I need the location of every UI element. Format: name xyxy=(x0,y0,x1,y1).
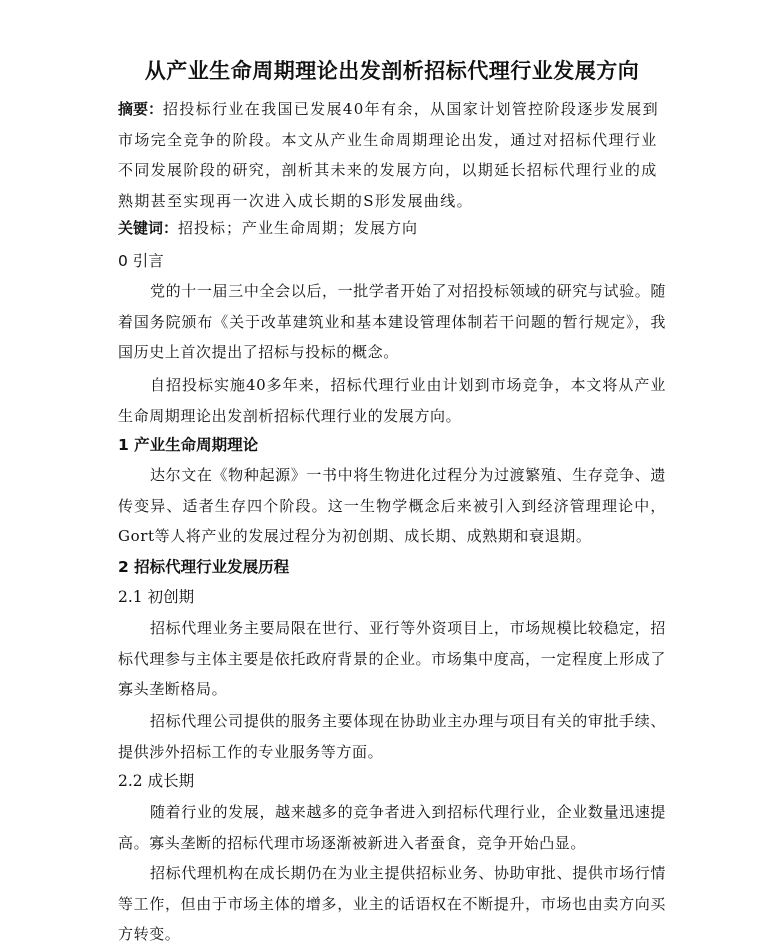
subsection-2-1-paragraph-2: 招标代理公司提供的服务主要体现在协助业主办理与项目有关的审批手续、提供涉外招标工作的专业服务等方面。 xyxy=(118,712,666,761)
keywords-text: 招投标；产业生命周期；发展方向 xyxy=(178,219,419,237)
subsection-2-2-paragraph-1: 随着行业的发展，越来越多的竞争者进入到招标代理行业，企业数量迅速提高。寡头垄断的招标代理市场逐渐被新进入者蚕食，竞争开始凸显。 xyxy=(118,803,666,852)
section-1-paragraph-1: 达尔文在《物种起源》一书中将生物进化过程分为过渡繁殖、生存竞争、遗传变异、适者生存四个阶段。这一生物学概念后来被引入到经济管理理论中，Gort等人将产业的发展过程分为初创期、成长期、成熟期和衰退期。 xyxy=(118,466,666,545)
keywords-label: 关键词： xyxy=(118,219,179,237)
subsection-heading-2-2: 2.2 成长期 xyxy=(118,772,195,790)
intro-paragraph-2: 自招投标实施40多年来，招标代理行业由计划到市场竞争，本文将从产业生命周期理论出发剖析招标代理行业的发展方向。 xyxy=(118,376,666,425)
section-heading-intro: 0 引言 xyxy=(118,252,164,270)
subsection-heading-2-1: 2.1 初创期 xyxy=(118,588,195,606)
intro-paragraph-1: 党的十一届三中全会以后，一批学者开始了对招投标领域的研究与试验。随着国务院颁布《关于改革建筑业和基本建设管理体制若干问题的暂行规定》，我国历史上首次提出了招标与投标的概念。 xyxy=(118,282,666,361)
abstract-label: 摘要： xyxy=(118,100,164,118)
subsection-2-1-paragraph-1: 招标代理业务主要局限在世行、亚行等外资项目上，市场规模比较稳定，招标代理参与主体主要是依托政府背景的企业。市场集中度高，一定程度上形成了寡头垄断格局。 xyxy=(118,619,666,698)
abstract xyxy=(118,94,666,216)
subsection-2-2-paragraph-2: 招标代理机构在成长期仍在为业主提供招标业务、协助审批、提供市场行情等工作，但由于市场主体的增多，业主的话语权在不断提升，市场也由卖方向买方转变。 xyxy=(118,864,666,943)
abstract-text: 招投标行业在我国已发展40年有余，从国家计划管控阶段逐步发展到市场完全竞争的阶段。本文从产业生命周期理论出发，通过对招标代理行业不同发展阶段的研究，剖析其未来的发展方向，以期延长招标代理行业的成熟期甚至实现再一次进入成长期的S形发展曲线。 xyxy=(118,100,659,210)
section-heading-1: 1 产业生命周期理论 xyxy=(118,436,259,454)
paper-title: 从产业生命周期理论出发剖析招标代理行业发展方向 xyxy=(144,59,640,83)
keywords xyxy=(118,215,666,241)
section-heading-2: 2 招标代理行业发展历程 xyxy=(118,558,290,576)
